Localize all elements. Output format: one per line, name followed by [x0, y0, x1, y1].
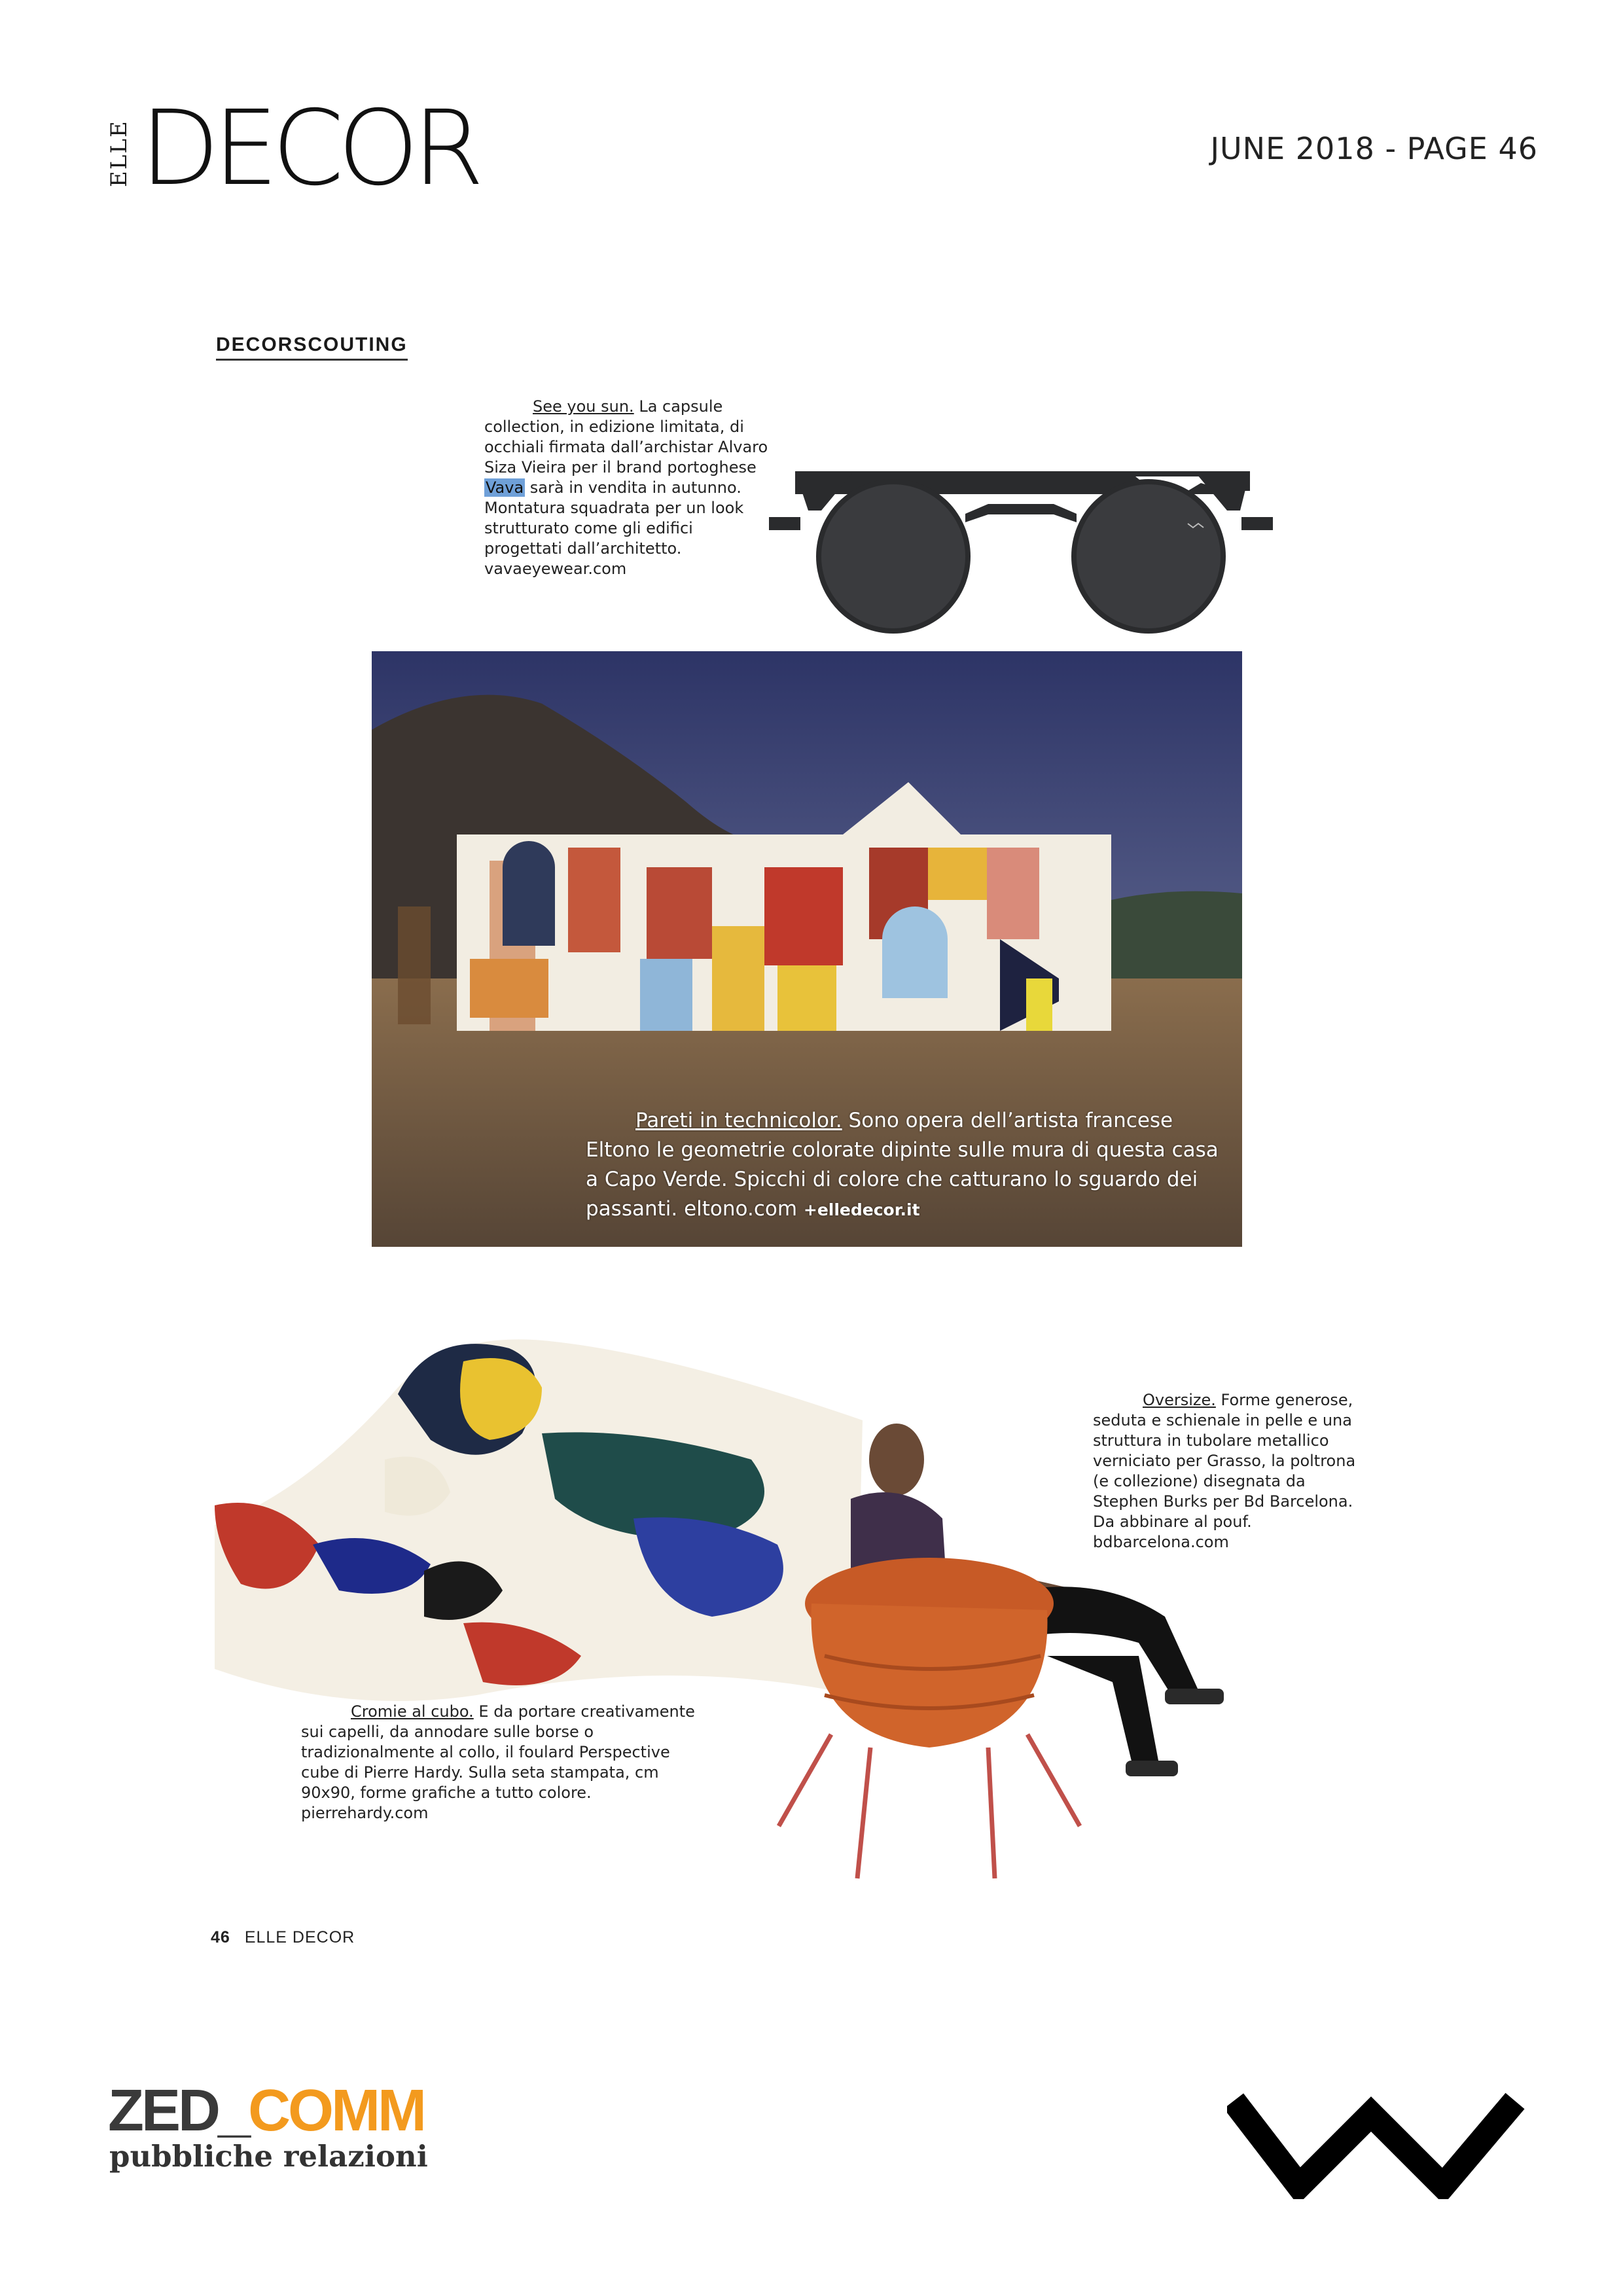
caption-painted-house — [586, 1106, 1234, 1225]
caption-scarf — [301, 1702, 707, 1823]
highlighted-word: Vava — [486, 478, 524, 497]
section-tag: DECORSCOUTING — [216, 334, 408, 361]
logo-elle-text: ELLE — [106, 120, 132, 188]
logo-decor-text: DECOR — [140, 88, 478, 209]
caption-text: Sono opera dell’artista francese Eltono le geometrie colorate dipinte sulle mura di questa casa a Capo Verde. Spicchi di colore che catturano lo sguardo dei passanti. eltono.com — [586, 1109, 1219, 1221]
caption-text-continued: sarà in vendita in autunno. Montatura squadrata per un look strutturato come gli edifici progettati dall’architetto. vavaeyewear.com — [484, 478, 744, 578]
caption-armchair — [1093, 1390, 1374, 1552]
silk-scarf-photo — [215, 1329, 863, 1702]
issue-date: JUNE 2018 - PAGE 46 — [1210, 131, 1538, 166]
caption-kicker: Oversize. — [1143, 1391, 1216, 1409]
page-number: 46 — [211, 1928, 230, 1946]
caption-text: E da portare creativamente sui capelli, da annodare sulle borse o tradizionalmente al collo, il foulard Perspective cube di Pierre Hardy. Sulla seta stampata, cm 90x90, forme grafiche a tutto colore. pierrehardy.com — [301, 1702, 695, 1822]
elle-decor-logo — [106, 88, 478, 209]
zed-comm-tagline: pubbliche relazioni — [109, 2139, 428, 2174]
zed-comm-logo — [108, 2078, 448, 2174]
sunglasses-photo — [769, 471, 1273, 648]
caption-text: Forme generose, seduta e schienale in pelle e una struttura in tubolare metallico verniciato per Grasso, la poltrona (e collezione) disegnata da Stephen Burks per Bd Barcelona. Da abbinare al pouf. bdbarcelona.com — [1093, 1391, 1356, 1551]
caption-kicker: Pareti in technicolor. — [635, 1109, 842, 1132]
caption-text: La capsule collection, in edizione limitata, di occhiali firmata dall’archistar Alvaro Siza Vieira per il brand portoghese — [484, 397, 768, 476]
caption-kicker: Cromie al cubo. — [351, 1702, 474, 1721]
page-folio — [211, 1928, 355, 1947]
vava-mark-icon — [1227, 2088, 1528, 2199]
zed-comm-wordmark: ZED_COMM — [108, 2078, 425, 2144]
website-tag: +elledecor.it — [803, 1200, 920, 1219]
caption-sunglasses — [484, 397, 772, 579]
folio-magazine: ELLE DECOR — [244, 1928, 355, 1946]
caption-kicker: See you sun. — [533, 397, 634, 416]
